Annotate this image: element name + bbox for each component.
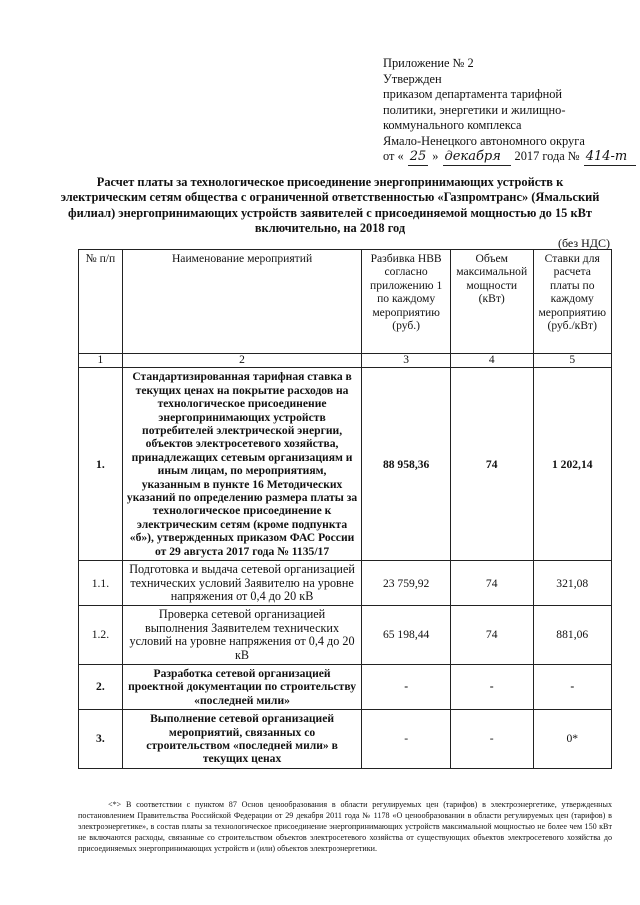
row-num: 3. xyxy=(79,710,123,769)
row-rate: 0* xyxy=(533,710,612,769)
header-name: Наименование мероприятий xyxy=(122,250,361,354)
table-row xyxy=(79,368,612,561)
approval-line: коммунального комплекса xyxy=(383,118,522,132)
approved-label: Утвержден xyxy=(383,71,442,86)
row-name: Проверка сетевой организацией выполнения Заявителем технических условий на уровне напряжения от 0,4 до 20 кВ xyxy=(122,606,361,665)
column-number: 1 xyxy=(79,354,123,368)
row-nvv: - xyxy=(362,664,451,709)
date-quote: » xyxy=(432,149,439,163)
date-year: 2017 года № xyxy=(514,149,580,163)
row-name: Выполнение сетевой организацией мероприятий, связанных со строительством «последней мили» в текущих ценах xyxy=(122,710,361,769)
row-rate: 881,06 xyxy=(533,606,612,665)
column-number: 3 xyxy=(362,354,451,368)
row-num: 1. xyxy=(79,368,123,561)
approval-line: политики, энергетики и жилищно- xyxy=(383,102,566,117)
footnote-text: <*> В соответствии с пунктом 87 Основ ценообразования в области регулируемых цен (тарифов) в электроэнергетике, утвержденных постановлением Правительства Российской Федерации от 29 декабря 2011 года № 1178 «О ценообразовании в области регулируемых цен (тарифов) в электроэнергетике», в состав платы за технологическое присоединение энергопринимающих устройств максимальной мощностью не более чем 150 кВт не включаются расходы, связанные со строительством объектов электросетевого хозяйства от существующих объектов электросетевого хозяйства до присоединяемых энергопринимающих устройств и (или) объектов электроэнергетики. xyxy=(78,800,612,854)
row-num: 2. xyxy=(79,664,123,709)
vat-note: (без НДС) xyxy=(557,236,610,250)
date-prefix: от « xyxy=(383,149,404,163)
approval-date-line xyxy=(383,149,633,166)
footnote xyxy=(78,799,612,854)
table-row xyxy=(79,664,612,709)
row-nvv: 65 198,44 xyxy=(362,606,451,665)
column-number: 2 xyxy=(122,354,361,368)
handwritten-order-number: 414-т xyxy=(584,149,636,166)
row-power: 74 xyxy=(450,606,533,665)
tariff-table xyxy=(78,249,612,769)
row-power: - xyxy=(450,664,533,709)
header-nvv: Разбивка НВВ согласно приложению 1 по каждому мероприятию (руб.) xyxy=(362,250,451,354)
row-power: 74 xyxy=(450,368,533,561)
row-rate: 321,08 xyxy=(533,561,612,606)
approval-line: приказом департамента тарифной xyxy=(383,87,563,101)
approval-block xyxy=(383,56,633,166)
header-num: № п/п xyxy=(79,250,123,354)
row-name: Стандартизированная тарифная ставка в текущих ценах на покрытие расходов на технологическое присоединение энергопринимающих устройств потребителей электрической энергии, объектов электросетевого хозяйства, принадлежащих сетевым организациям и иным лицам, по мероприятиям, указанным в пункте 16 Методических указаний по определению размера платы за технологическое присоединение к электрическим сетям (кроме подпункта «б»), утвержденных приказом ФАС России от 29 августа 2017 года № 1135/17 xyxy=(122,368,361,561)
row-name: Подготовка и выдача сетевой организацией технических условий Заявителю на уровне напряжения от 0,4 до 20 кВ xyxy=(122,561,361,606)
row-power: - xyxy=(450,710,533,769)
row-num: 1.2. xyxy=(79,606,123,665)
row-nvv: 88 958,36 xyxy=(362,368,451,561)
column-number: 5 xyxy=(533,354,612,368)
row-power: 74 xyxy=(450,561,533,606)
row-rate: - xyxy=(533,664,612,709)
table-header-row xyxy=(79,250,612,354)
column-number: 4 xyxy=(450,354,533,368)
header-power: Объем максимальной мощности (кВт) xyxy=(450,250,533,354)
column-number-row xyxy=(79,354,612,368)
appendix-number: Приложение № 2 xyxy=(383,56,474,70)
row-rate: 1 202,14 xyxy=(533,368,612,561)
row-nvv: 23 759,92 xyxy=(362,561,451,606)
row-name: Разработка сетевой организацией проектной документации по строительству «последней мили» xyxy=(122,664,361,709)
row-nvv: - xyxy=(362,710,451,769)
table-row xyxy=(79,710,612,769)
handwritten-day: 25 xyxy=(409,149,427,164)
approval-line: Ямало-Ненецкого автономного округа xyxy=(383,133,585,148)
row-num: 1.1. xyxy=(79,561,123,606)
header-rate: Ставки для расчета платы по каждому мероприятию (руб./кВт) xyxy=(533,250,612,354)
handwritten-month: декабря xyxy=(443,149,511,166)
document-title: Расчет платы за технологическое присоединение энергопринимающих устройств к электрическим сетям общества с ограниченной ответственностью «Газпромтранс» (Ямальский филиал) энергопринимающих устройств заявителей с присоединяемой мощностью до 15 кВт включительно, на 2018 год xyxy=(60,175,600,236)
table-row xyxy=(79,561,612,606)
table-row xyxy=(79,606,612,665)
